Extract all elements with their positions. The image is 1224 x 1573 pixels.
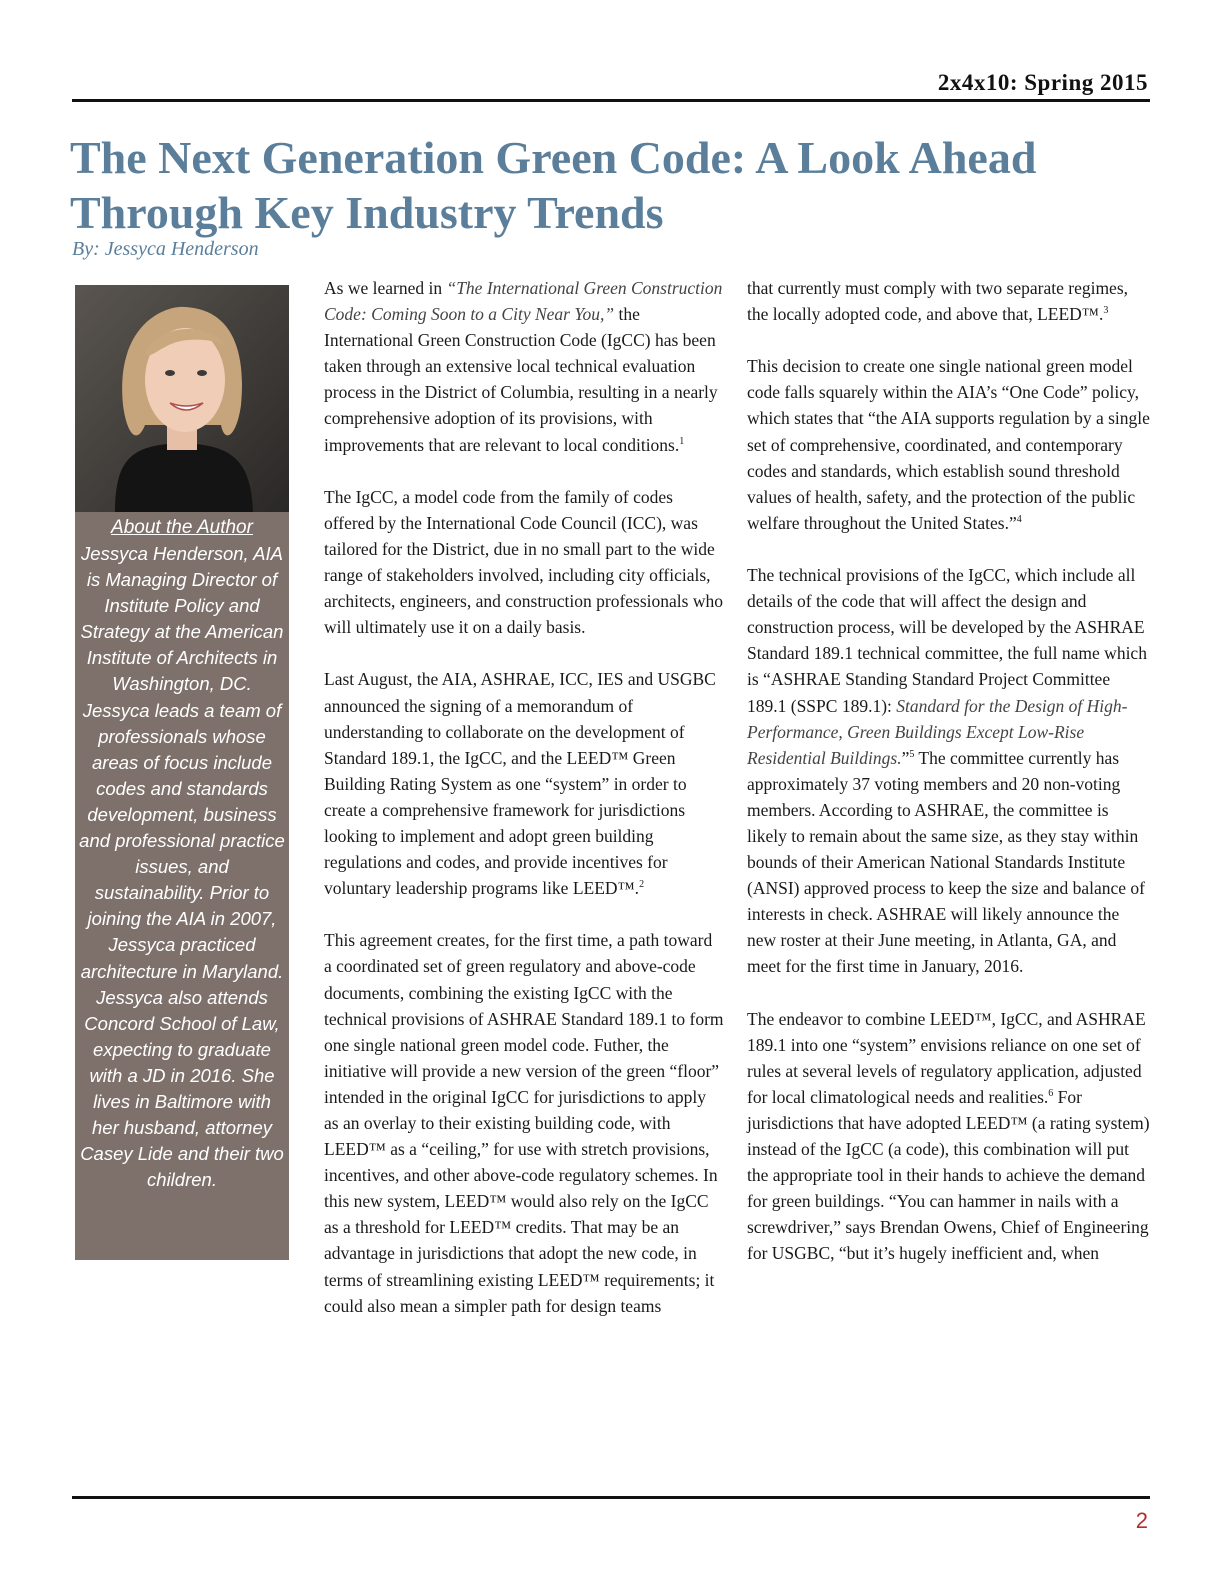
paragraph: The endeavor to combine LEED™, IgCC, and ASHRAE 189.1 into one “system” envisions reliance on one set of rules at several levels of regulatory application, adjusted for local climatological needs and realities.$^6$ For jurisdictions that have adopted LEED™ (a rating system) instead of the IgCC (a code), this combination will put the appropriate tool in their hands to achieve the demand for green buildings. “You can hammer in nails with a screwdriver,” says Brendan Owens, Chief of Engineering for USGBC, “but it’s hugely inefficient and, when (747, 1008, 1150, 1264)
page-number: 2 (1135, 1508, 1148, 1533)
standard-title: Standard for the Design of High-Performance, Green Buildings Except Low-Rise Residential Buildings. (747, 695, 1128, 768)
author-bio-text: Jessyca Henderson, AIA is Managing Director of Institute Policy and Strategy at the American Institute of Architects in Washington, DC. Jessyca leads a team of professionals whose areas of focus include codes and standards development, business and professional practice issues, and sustainability. Prior to joining the AIA in 2007, Jessyca practiced architecture in Maryland. Jessyca also attends Concord School of Law, expecting to graduate with a JD in 2016. She lives in Baltimore with her husband, attorney Casey Lide and their two children. (79, 543, 285, 1191)
article-column-2 (747, 275, 1152, 1293)
author-bio-heading: About the Author (111, 517, 253, 538)
author-bio-box (75, 512, 289, 1260)
header-rule (72, 99, 1150, 102)
article-column-1 (324, 275, 724, 1345)
article-title: The Next Generation Green Code: A Look Ahead Through Key Industry Trends (70, 132, 1037, 238)
referenced-article-title: “The International Green Construction Code: Coming Soon to a City Near You,” (324, 278, 723, 325)
footnote-marker: 2 (639, 879, 645, 891)
author-photo (75, 285, 289, 512)
paragraph: As we learned in “The International Green Construction Code: Coming Soon to a City Near You,” the International Green Construction Code (IgCC) has been taken through an extensive local technical evaluation process in the District of Columbia, resulting in a nearly comprehensive adoption of its provisions, with improvements that are relevant to local conditions.$^1$ (324, 278, 723, 455)
byline: By: Jessyca Henderson (72, 238, 259, 260)
paragraph: This agreement creates, for the first time, a path toward a coordinated set of green regulatory and above-code documents, combining the existing IgCC with the technical provisions of ASHRAE Standard 189.1 to form one single national green model code. Futher, the initiative will provide a new version of the green “floor” intended in the original IgCC for jurisdictions to apply as an overlay to their existing building code, with LEED™ as a “ceiling,” for use with stretch provisions, incentives, and other above-code regulatory schemes. In this new system, LEED™ would also rely on the IgCC as a threshold for LEED™ credits. That may be an advantage in jurisdictions that adopt the new code, in terms of streamlining existing LEED™ requirements; it could also mean a simpler path for design teams (324, 930, 724, 1316)
footnote-marker: 3 (1103, 305, 1109, 317)
paragraph: Last August, the AIA, ASHRAE, ICC, IES and USGBC announced the signing of a memorandum of understanding to collaborate on the development of Standard 189.1, the IgCC, and the LEED™ Green Building Rating System as one “system” in order to create a comprehensive framework for jurisdictions looking to implement and adopt green building regulations and codes, and provide incentives for voluntary leadership programs like LEED™.$^2$ (324, 669, 716, 899)
footer-rule (72, 1496, 1150, 1499)
footnote-marker: 5 (909, 748, 915, 760)
issue-label: 2x4x10: Spring 2015 (937, 70, 1148, 95)
paragraph: This decision to create one single national green model code falls squarely within the AIA’s “One Code” policy, which states that “the AIA supports regulation by a single set of comprehensive, coordinated, and contemporary codes and standards, which establish sound threshold values of health, safety, and the protection of the public welfare throughout the United States.”$^4$ (747, 356, 1150, 533)
footnote-marker: 4 (1016, 514, 1022, 526)
footnote-marker: 1 (679, 435, 685, 447)
paragraph: The IgCC, a model code from the family of codes offered by the International Code Council (ICC), was tailored for the District, due in no small part to the wide range of stakeholders involved, including city officials, architects, engineers, and construction professionals who will ultimately use it on a daily basis. (324, 486, 723, 638)
paragraph: that currently must comply with two separate regimes, the locally adopted code, and above that, LEED™.$^3$ (747, 278, 1129, 325)
paragraph: The technical provisions of the IgCC, which include all details of the code that will affect the design and construction process, will be developed by the ASHRAE Standard 189.1 technical committee, the full name which is “ASHRAE Standing Standard Project Committee 189.1 (SSPC 189.1): Standard for the Design of High-Performance, Green Buildings Except Low-Rise Residential Buildings.”$^5$ The committee currently has approximately 37 voting members and 20 non-voting members. According to ASHRAE, the committee is likely to remain about the same size, as they stay within bounds of their American National Standards Institute (ANSI) approved process to keep the size and balance of interests in check. ASHRAE will likely announce the new roster at their June meeting, in Atlanta, GA, and meet for the first time in January, 2016. (747, 565, 1147, 977)
footnote-marker: 6 (1048, 1088, 1054, 1100)
